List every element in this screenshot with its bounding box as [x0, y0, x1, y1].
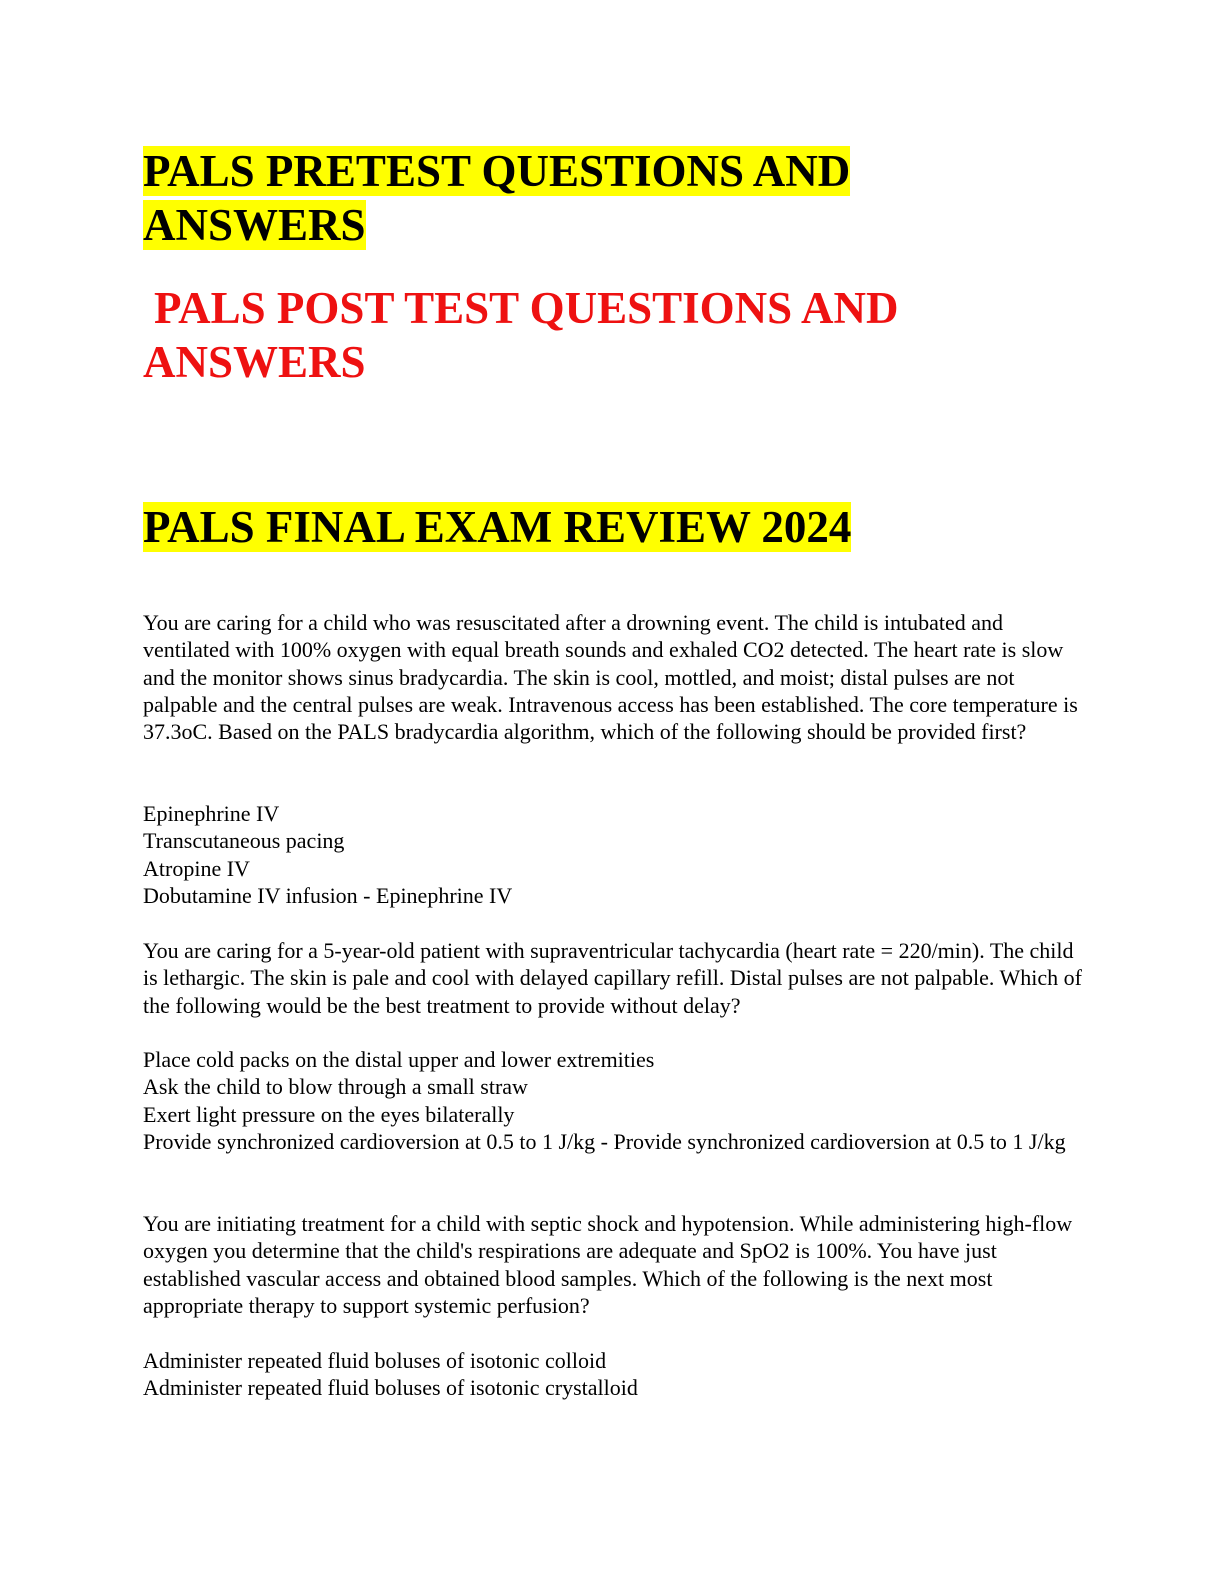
question-2-option-1: Place cold packs on the distal upper and lower extremities: [143, 1047, 655, 1072]
pretest-heading: [143, 144, 903, 252]
question-1-option-3: Atropine IV: [143, 855, 250, 881]
final-exam-heading-text: PALS FINAL EXAM REVIEW 2024: [143, 502, 852, 552]
question-3-option-1: Administer repeated fluid boluses of isotonic colloid: [143, 1348, 607, 1373]
question-3-text: You are initiating treatment for a child with septic shock and hypotension. While administering high-flow oxygen you determine that the child's respirations are adequate and SpO2 is 100%. You have just established vascular access and obtained blood samples. Which of the following is the next most appropriate therapy to support systemic perfusion?: [143, 1211, 1073, 1318]
posttest-heading: [143, 281, 963, 389]
question-2-option-2: Ask the child to blow through a small straw: [143, 1074, 528, 1100]
question-3-option-2: Administer repeated fluid boluses of isotonic crystalloid: [143, 1375, 638, 1401]
question-2-text: You are caring for a 5-year-old patient with supraventricular tachycardia (heart rate = 220/min). The child is lethargic. The skin is pale and cool with delayed capillary refill. Distal pulses are not palpable. Which of the following would be the best treatment to provide without delay?: [143, 938, 1083, 1018]
final-exam-heading: [143, 500, 1143, 554]
question-1-option-4: Dobutamine IV infusion - Epinephrine IV: [143, 882, 513, 908]
question-1-option-1: Epinephrine IV: [143, 801, 280, 826]
pretest-heading-text: PALS PRETEST QUESTIONS AND ANSWERS: [143, 146, 851, 250]
question-2-option-4: Provide synchronized cardioversion at 0.5 to 1 J/kg - Provide synchronized cardioversion at 0.5 to 1 J/kg: [143, 1128, 1066, 1154]
question-1-options: [143, 800, 1083, 909]
posttest-heading-text: PALS POST TEST QUESTIONS AND ANSWERS: [143, 283, 899, 387]
question-1-text: You are caring for a child who was resuscitated after a drowning event. The child is intubated and ventilated with 100% oxygen with equal breath sounds and exhaled CO2 detected. The heart rate is slow and the monitor shows sinus bradycardia. The skin is cool, mottled, and moist; distal pulses are not palpable and the central pulses are weak. Intravenous access has been established. The core temperature is 37.3oC. Based on the PALS bradycardia algorithm, which of the following should be provided first?: [143, 610, 1078, 745]
question-3-options: [143, 1347, 1083, 1402]
question-2-option-3: Exert light pressure on the eyes bilaterally: [143, 1101, 515, 1127]
question-2-options: [143, 1046, 1083, 1155]
question-1-option-2: Transcutaneous pacing: [143, 828, 345, 854]
